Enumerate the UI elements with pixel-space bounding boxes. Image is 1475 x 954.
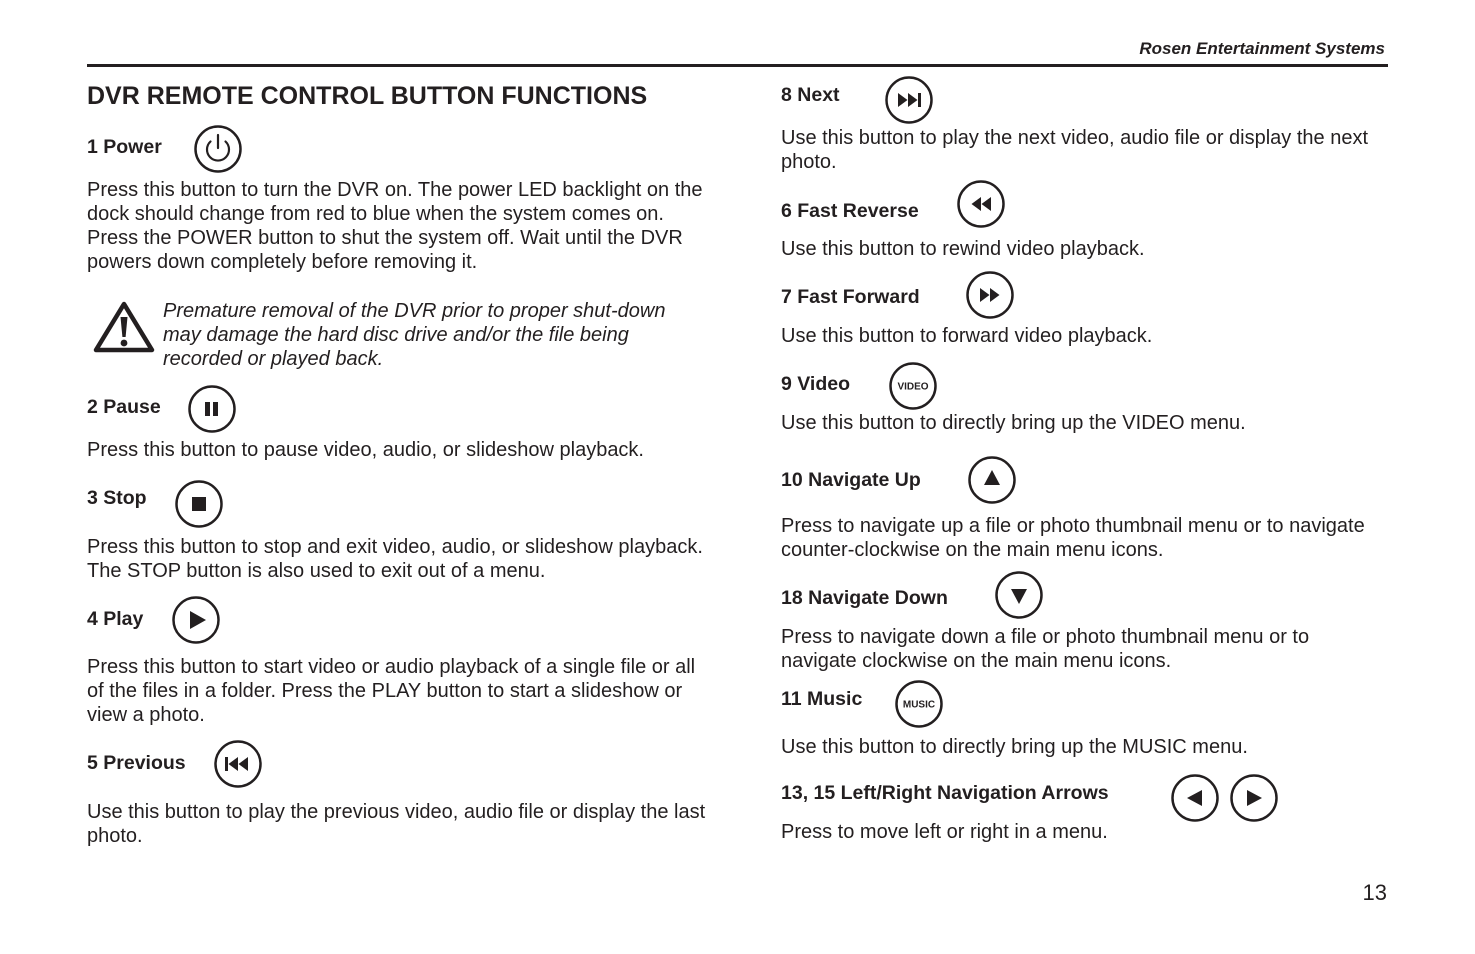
item-desc-play: Press this button to start video or audio playback of a single file or all of the files in a folder. Press the PLAY button to start a slideshow or view a photo. bbox=[87, 656, 696, 726]
arrow-down-icon bbox=[994, 570, 1044, 620]
item-title-next: 8 Next bbox=[781, 84, 840, 106]
next-icon bbox=[884, 75, 934, 125]
item-title-navigate-down: 18 Navigate Down bbox=[781, 587, 948, 609]
music-button-icon bbox=[894, 679, 944, 729]
item-title-fast-reverse: 6 Fast Reverse bbox=[781, 200, 919, 222]
item-desc-navigate-down: Press to navigate down a file or photo thumbnail menu or to navigate clockwise on the main menu icons. bbox=[781, 626, 1310, 672]
video-button-icon bbox=[888, 361, 938, 411]
item-desc-next: Use this button to play the next video, audio file or display the next photo. bbox=[781, 127, 1369, 173]
item-desc-fast-reverse: Use this button to rewind video playback. bbox=[781, 238, 1145, 260]
header-divider bbox=[87, 64, 1388, 67]
item-title-pause: 2 Pause bbox=[87, 396, 161, 418]
page-number: 13 bbox=[1362, 880, 1387, 905]
item-desc-video: Use this button to directly bring up the VIDEO menu. bbox=[781, 412, 1246, 434]
item-desc-music: Use this button to directly bring up the MUSIC menu. bbox=[781, 736, 1248, 758]
item-title-left-right: 13, 15 Left/Right Navigation Arrows bbox=[781, 782, 1109, 804]
page-title: DVR REMOTE CONTROL BUTTON FUNCTIONS bbox=[87, 82, 648, 110]
video-button-label: VIDEO bbox=[897, 381, 929, 393]
power-icon bbox=[193, 124, 243, 174]
item-title-power: 1 Power bbox=[87, 136, 162, 158]
previous-icon bbox=[213, 739, 263, 789]
play-icon bbox=[171, 595, 221, 645]
item-desc-fast-forward: Use this button to forward video playback. bbox=[781, 325, 1153, 347]
item-title-stop: 3 Stop bbox=[87, 487, 147, 509]
item-desc-power: Press this button to turn the DVR on. The power LED backlight on the dock should change from red to blue when the system comes on. Press the POWER button to shut the system off. Wait until the DVR powers down completely before removing it. bbox=[87, 179, 703, 273]
item-desc-previous: Use this button to play the previous video, audio file or display the last photo. bbox=[87, 801, 706, 847]
music-button-label: MUSIC bbox=[902, 699, 936, 711]
item-title-fast-forward: 7 Fast Forward bbox=[781, 286, 920, 308]
item-title-play: 4 Play bbox=[87, 608, 144, 630]
warning-text: Premature removal of the DVR prior to proper shut-down may damage the hard disc drive and/or the file being recorded or played back. bbox=[163, 300, 666, 370]
fast-reverse-icon bbox=[956, 179, 1006, 229]
arrow-up-icon bbox=[967, 455, 1017, 505]
warning-icon bbox=[92, 300, 156, 354]
pause-icon bbox=[187, 384, 237, 434]
item-desc-stop: Press this button to stop and exit video, audio, or slideshow playback. The STOP button is also used to exit out of a menu. bbox=[87, 536, 703, 582]
item-title-navigate-up: 10 Navigate Up bbox=[781, 469, 921, 491]
stop-icon bbox=[174, 479, 224, 529]
item-desc-pause: Press this button to pause video, audio, or slideshow playback. bbox=[87, 439, 644, 461]
item-title-video: 9 Video bbox=[781, 373, 851, 395]
fast-forward-icon bbox=[965, 270, 1015, 320]
header-brand: Rosen Entertainment Systems bbox=[1139, 39, 1385, 58]
item-desc-navigate-up: Press to navigate up a file or photo thumbnail menu or to navigate counter-clockwise on the main menu icons. bbox=[781, 515, 1365, 561]
item-title-music: 11 Music bbox=[781, 688, 863, 710]
arrow-right-icon bbox=[1229, 773, 1279, 823]
item-title-previous: 5 Previous bbox=[87, 752, 186, 774]
arrow-left-icon bbox=[1170, 773, 1220, 823]
item-desc-left-right: Press to move left or right in a menu. bbox=[781, 821, 1108, 843]
